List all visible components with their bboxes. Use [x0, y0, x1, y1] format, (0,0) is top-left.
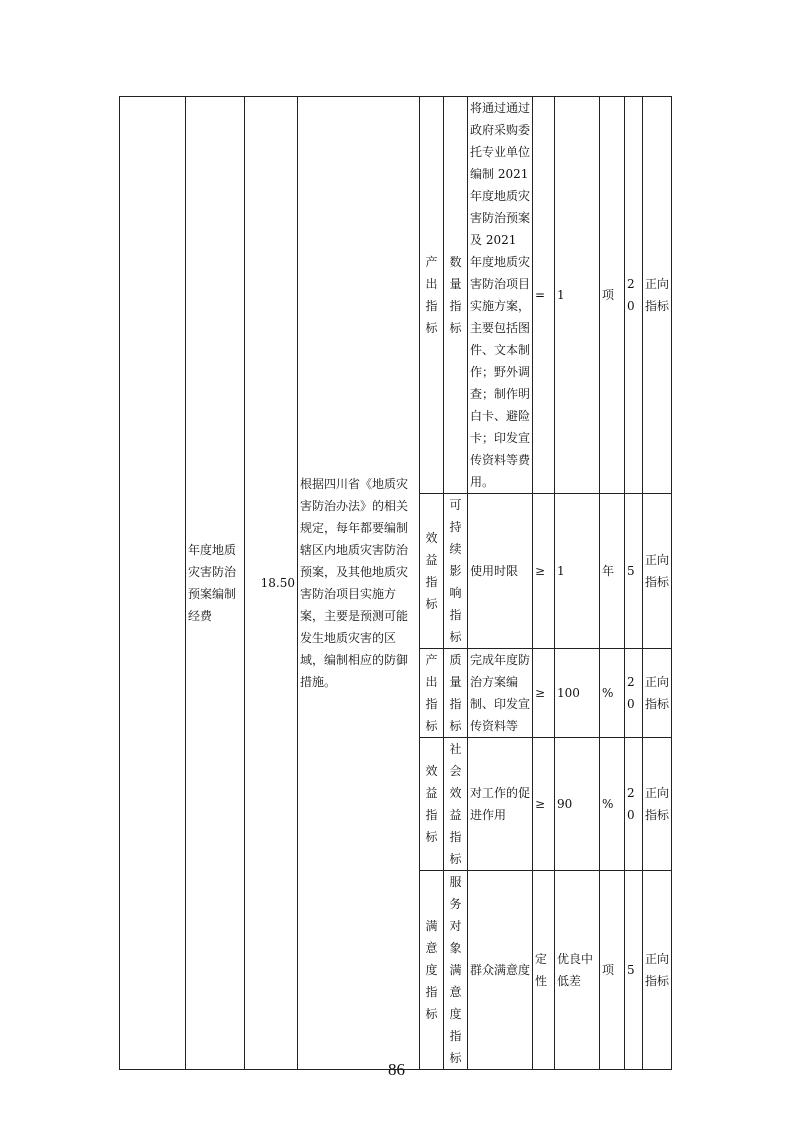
indicator-cell	[468, 649, 533, 738]
value-cell	[555, 649, 600, 738]
performance-indicator-table	[119, 96, 672, 1070]
indicator-cell	[468, 97, 533, 494]
unit-cell	[600, 738, 625, 871]
level2-label: 数量指标	[449, 255, 462, 335]
direction-cell	[643, 494, 672, 649]
target-value: 1	[557, 564, 565, 578]
level1-label: 产出指标	[425, 653, 438, 733]
level2-cell	[444, 738, 468, 871]
weight-value: 5	[627, 564, 635, 578]
project-description: 根据四川省《地质灾害防治办法》的相关规定，每年都要编制辖区内地质灾害防治预案，及其他地质灾害防治项目实施方案，主要是预测可能发生地质灾害的区域，编制相应的防御措施。	[300, 477, 409, 689]
direction-text: 正向指标	[645, 786, 670, 822]
target-value: 90	[557, 797, 573, 811]
direction-text: 正向指标	[645, 952, 670, 988]
unit-text: 项	[602, 288, 615, 302]
operator-text: ≥	[535, 797, 546, 811]
weight-cell	[625, 97, 643, 494]
weight-cell	[625, 649, 643, 738]
operator-cell	[533, 494, 555, 649]
operator-cell	[533, 871, 555, 1070]
level1-cell	[420, 649, 444, 738]
value-cell	[555, 97, 600, 494]
level1-label: 产出指标	[425, 255, 438, 335]
operator-cell	[533, 738, 555, 871]
page-number: 86	[388, 1060, 405, 1079]
project-amount: 18.50	[260, 576, 295, 590]
target-value: 优良中低差	[557, 952, 594, 988]
level1-cell	[420, 97, 444, 494]
level1-label: 效益指标	[425, 764, 438, 844]
indicator-cell	[468, 494, 533, 649]
unit-cell	[600, 649, 625, 738]
target-value: 100	[557, 686, 580, 700]
weight-cell	[625, 871, 643, 1070]
level1-cell	[420, 738, 444, 871]
direction-text: 正向指标	[645, 277, 670, 313]
operator-text: 定性	[535, 952, 548, 988]
value-cell	[555, 871, 600, 1070]
level2-label: 可持续影响指标	[449, 498, 462, 644]
direction-cell	[643, 649, 672, 738]
direction-text: 正向指标	[645, 553, 670, 589]
amount-cell	[245, 97, 298, 1070]
level2-label: 社会效益指标	[449, 742, 462, 866]
level1-cell	[420, 494, 444, 649]
indicator-text: 使用时限	[470, 564, 519, 578]
weight-value: 20	[627, 277, 635, 313]
target-value: 1	[557, 288, 565, 302]
unit-text: %	[602, 686, 614, 700]
weight-value: 20	[627, 675, 635, 711]
level2-cell	[444, 97, 468, 494]
operator-cell	[533, 97, 555, 494]
project-name-cell	[186, 97, 245, 1070]
indicator-cell	[468, 871, 533, 1070]
direction-cell	[643, 871, 672, 1070]
weight-cell	[625, 494, 643, 649]
unit-text: 年	[602, 564, 615, 578]
operator-cell	[533, 649, 555, 738]
operator-text: ≥	[535, 564, 546, 578]
indicator-text: 完成年度防治方案编制、印发宣传资料等	[470, 653, 531, 733]
weight-cell	[625, 738, 643, 871]
direction-text: 正向指标	[645, 675, 670, 711]
unit-text: %	[602, 797, 614, 811]
table-row	[120, 97, 672, 494]
indicator-text: 将通过通过政府采购委托专业单位编制 2021 年度地质灾害防治预案及 2021 年度地质灾害防治项目实施方案，主要包括图件、文本制作；野外调查；制作明白卡、避险卡；印发宣传资料等费用。	[470, 101, 531, 489]
level2-label: 质量指标	[449, 653, 462, 733]
level1-cell	[420, 871, 444, 1070]
operator-text: ≥	[535, 686, 546, 700]
indicator-text: 群众满意度	[470, 963, 531, 977]
unit-cell	[600, 494, 625, 649]
description-cell	[298, 97, 420, 1070]
unit-cell	[600, 871, 625, 1070]
indicator-text: 对工作的促进作用	[470, 786, 531, 822]
indicator-cell	[468, 738, 533, 871]
value-cell	[555, 494, 600, 649]
weight-value: 20	[627, 786, 635, 822]
unit-text: 项	[602, 963, 615, 977]
operator-text: =	[535, 288, 546, 302]
level2-cell	[444, 494, 468, 649]
level2-label: 服务对象满意度指标	[449, 875, 462, 1065]
blank-cell	[120, 97, 186, 1070]
project-name: 年度地质灾害防治预案编制经费	[188, 543, 237, 623]
level2-cell	[444, 649, 468, 738]
unit-cell	[600, 97, 625, 494]
direction-cell	[643, 738, 672, 871]
level2-cell	[444, 871, 468, 1070]
level1-label: 效益指标	[425, 531, 438, 611]
weight-value: 5	[627, 963, 635, 977]
direction-cell	[643, 97, 672, 494]
level1-label: 满意度指标	[425, 919, 438, 1021]
value-cell	[555, 738, 600, 871]
